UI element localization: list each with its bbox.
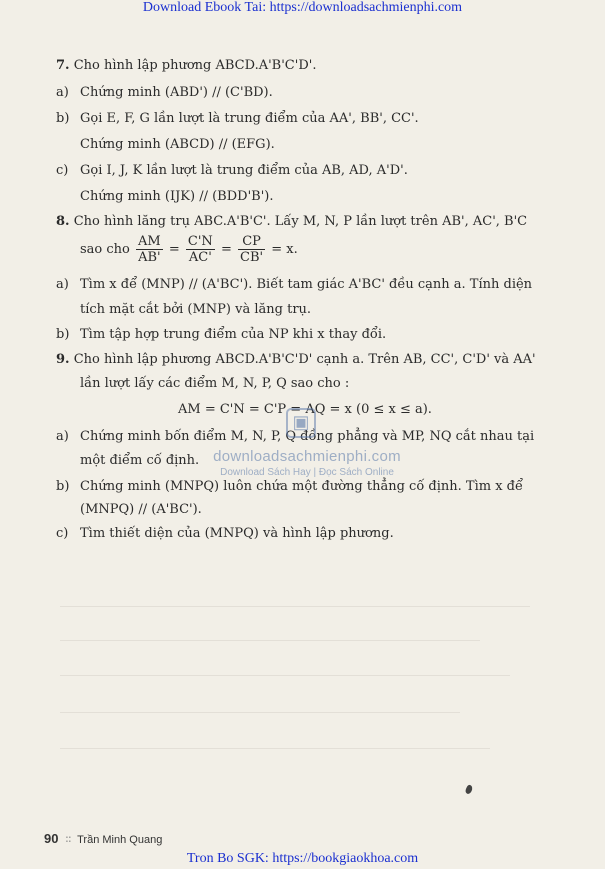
bleed-through-line xyxy=(60,712,460,713)
problem-7c-text: Gọi I, J, K lần lượt là trung điểm của AB, AD, A'D'. xyxy=(80,163,408,178)
problem-9c xyxy=(56,525,394,543)
problem-9-text: Cho hình lập phương ABCD.A'B'C'D' cạnh a. Trên AB, CC', C'D' và AA' xyxy=(73,352,536,367)
marker-b: b) xyxy=(56,111,70,126)
problem-7-stem xyxy=(56,57,316,75)
bleed-through-line xyxy=(60,675,510,676)
fraction-numerator: AM xyxy=(138,234,161,249)
watermark-sub-text: Download Sách Hay | Đọc Sách Online xyxy=(220,467,394,478)
problem-8-sao-cho: sao cho xyxy=(80,242,130,257)
problem-8b-text: Tìm tập hợp trung điểm của NP khi x thay đổi. xyxy=(80,327,387,342)
problem-7a xyxy=(56,84,273,102)
watermark-main-text: downloadsachmienphi.com xyxy=(213,448,401,465)
marker-a: a) xyxy=(56,85,69,100)
fraction-cp-cb xyxy=(238,234,265,265)
fraction-denominator: CB' xyxy=(240,250,264,265)
equals-sign: = xyxy=(220,242,232,257)
header-download-link[interactable]: Download Ebook Tai: https://downloadsachmienphi.com xyxy=(142,0,463,15)
problem-9-equation: AM = C'N = C'P = AQ = x (0 ≤ x ≤ a). xyxy=(178,402,432,417)
problem-7c xyxy=(56,162,408,180)
problem-8-ratio-line xyxy=(80,234,298,265)
marker-c: c) xyxy=(56,163,69,178)
ornament-icon: ∶∶ xyxy=(65,834,72,846)
marker-c: c) xyxy=(56,526,69,541)
problem-8-stem xyxy=(56,213,527,231)
problem-8-number: 8. xyxy=(56,214,70,229)
problem-7b-line2: Chứng minh (ABCD) // (EFG). xyxy=(80,137,275,152)
marker-a: a) xyxy=(56,277,69,292)
problem-7c-line2: Chứng minh (IJK) // (BDD'B'). xyxy=(80,189,274,204)
problem-8-text: Cho hình lăng trụ ABC.A'B'C'. Lấy M, N, P lần lượt trên AB', AC', B'C xyxy=(73,214,528,229)
problem-7b-text: Gọi E, F, G lần lượt là trung điểm của AA', BB', CC'. xyxy=(80,111,419,126)
fraction-numerator: C'N xyxy=(187,234,213,249)
fraction-denominator: AC' xyxy=(188,250,212,265)
problem-7-number: 7. xyxy=(56,58,70,73)
marker-b: b) xyxy=(56,479,70,494)
page-footer xyxy=(44,831,162,846)
problem-7b xyxy=(56,110,419,128)
problem-9b xyxy=(56,478,523,496)
fraction-am-ab xyxy=(136,234,163,265)
bleed-through-line xyxy=(60,748,490,749)
watermark xyxy=(212,448,402,478)
problem-8b xyxy=(56,326,386,344)
problem-7-text: Cho hình lập phương ABCD.A'B'C'D'. xyxy=(73,58,317,73)
problem-9a-text: Chứng minh bốn điểm M, N, P, Q đồng phẳng và MP, NQ cắt nhau tại xyxy=(80,429,535,444)
problem-9a-line2: một điểm cố định. xyxy=(80,453,200,468)
fraction-denominator: AB' xyxy=(138,250,161,265)
bleed-through-line xyxy=(60,606,530,607)
footer-sgk-link[interactable]: Tron Bo SGK: https://bookgiaokhoa.com xyxy=(186,851,419,866)
ratio-tail: = x. xyxy=(271,242,298,257)
problem-7a-text: Chứng minh (ABD') // (C'BD). xyxy=(80,85,273,100)
ink-mark xyxy=(464,784,473,795)
fraction-cn-ac xyxy=(186,234,215,265)
problem-8a-line2: tích mặt cắt bởi (MNP) và lăng trụ. xyxy=(80,302,312,317)
watermark-book-icon: ▣ xyxy=(286,408,316,438)
problem-9-number: 9. xyxy=(56,352,70,367)
author-name: Trần Minh Quang xyxy=(77,834,163,846)
equals-sign: = xyxy=(168,242,180,257)
problem-9-line2: lần lượt lấy các điểm M, N, P, Q sao cho : xyxy=(80,376,350,391)
problem-8a-text: Tìm x để (MNP) // (A'BC'). Biết tam giác A'BC' đều cạnh a. Tính diện xyxy=(80,277,533,292)
problem-8a xyxy=(56,276,532,294)
marker-a: a) xyxy=(56,429,69,444)
bleed-through-line xyxy=(60,640,480,641)
problem-9b-line2: (MNPQ) // (A'BC'). xyxy=(80,502,202,517)
page-number: 90 xyxy=(44,831,59,846)
fraction-numerator: CP xyxy=(238,234,265,250)
problem-9-stem xyxy=(56,351,536,369)
problem-9b-text: Chứng minh (MNPQ) luôn chứa một đường thẳng cố định. Tìm x để xyxy=(80,479,523,494)
marker-b: b) xyxy=(56,327,70,342)
problem-9c-text: Tìm thiết diện của (MNPQ) và hình lập phương. xyxy=(80,526,394,541)
